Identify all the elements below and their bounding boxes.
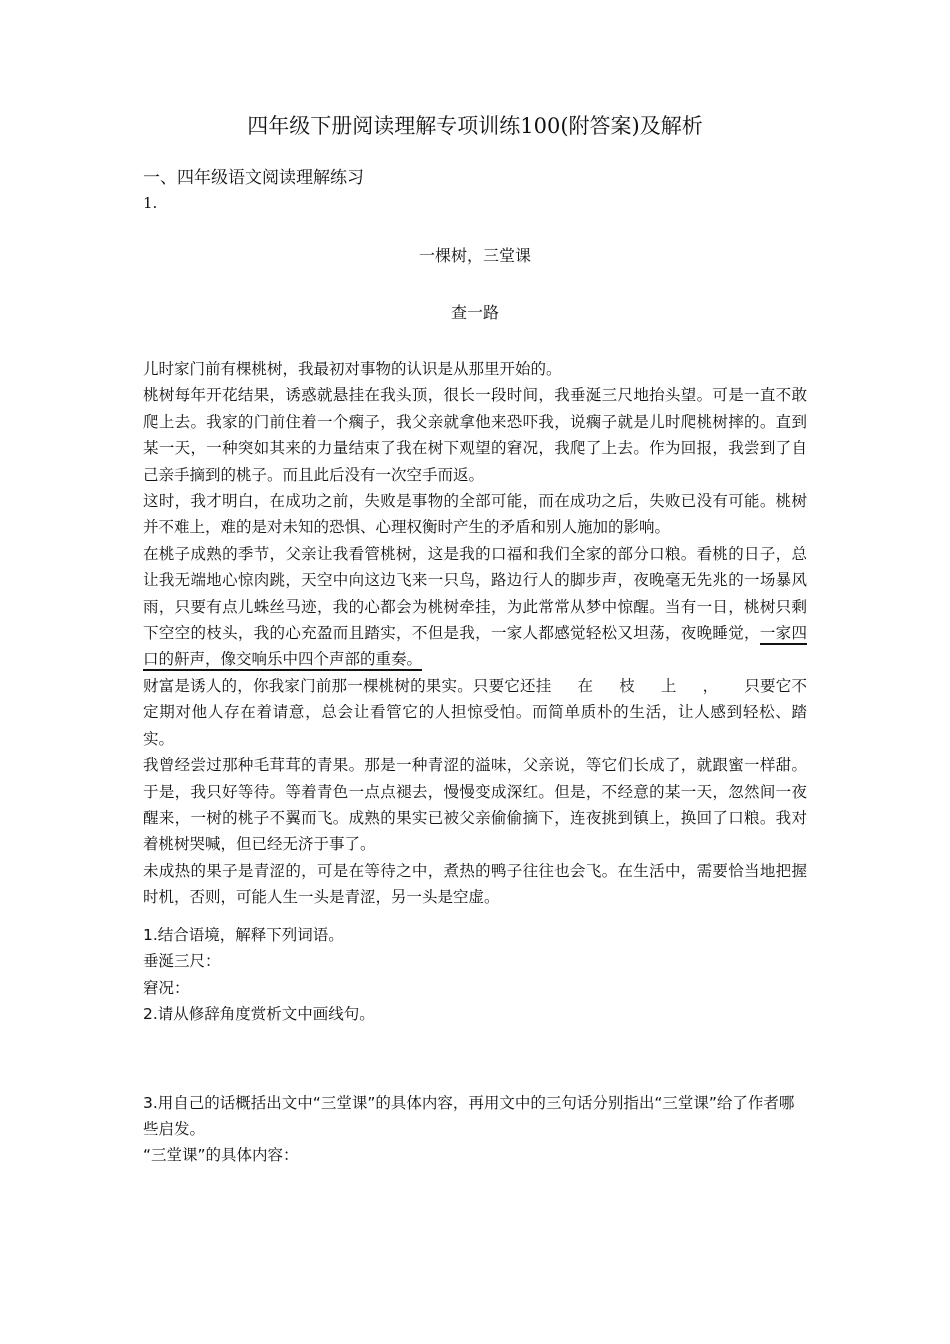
paragraph-5-end: 只要它不定期对他人存在着请意，总会让看管它的人担惊受怕。而简单质朴的生活，让人感到轻松、踏实。 xyxy=(143,676,807,748)
paragraph-5 xyxy=(143,673,807,752)
questions-block xyxy=(143,922,807,1169)
paragraph-6: 我曾经尝过那种毛茸茸的青果。那是一种青涩的溢味，父亲说，等它们长成了，就跟蜜一样甜。于是，我只好等待。等着青色一点点褪去，慢慢变成深红。但是，不经意的某一天，忽然间一夜醒来，一树的桃子不翼而飞。成熟的果实已被父亲偷偷摘下，连夜挑到镇上，换回了口粮。我对着桃树哭喊，但已经无济于事了。 xyxy=(143,756,807,854)
article-title: 一棵树，三堂课 xyxy=(418,246,531,265)
paragraph-4 xyxy=(143,541,807,673)
underlined-sentence: 一家四口的鼾声，像交响乐中四个声部的重奏。 xyxy=(143,624,807,671)
article-author: 查一路 xyxy=(450,303,499,322)
paragraph-2: 桃树每年开花结果，诱惑就悬挂在我头顶，很长一段时间，我垂涎三尺地抬头望。可是一直不敢爬上去。我家的门前住着一个瘸子，我父亲就拿他来恐吓我，说瘸子就是儿时爬桃树摔的。直到某一天，一种突如其来的力量结束了我在树下观望的窘况，我爬了上去。作为回报，我尝到了自己亲手摘到的桃子。而且此后没有一次空手而返。 xyxy=(143,386,807,484)
question-1: 1.结合语境，解释下列词语。 xyxy=(143,926,344,944)
section-heading: 一、四年级语文阅读理解练习 xyxy=(143,168,364,188)
question-1-term-a: 垂涎三尺： xyxy=(143,952,221,971)
question-3: 3.用自己的话概括出文中“三堂课”的具体内容，再用文中的三句话分别指出“三堂课”给了作者哪些启发。 xyxy=(143,1093,795,1139)
question-3-part-a: “三堂课”的具体内容： xyxy=(143,1146,299,1165)
question-number: 1. xyxy=(143,194,158,212)
paragraph-3: 这时，我才明白，在成功之前，失败是事物的全部可能，而在成功之后，失败已没有可能。桃树并不难上，难的是对未知的恐惧、心理权衡时产生的矛盾和别人施加的影响。 xyxy=(143,492,807,537)
question-2: 2.请从修辞角度赏析文中画线句。 xyxy=(143,1005,375,1024)
paragraph-1: 儿时家门前有棵桃树，我最初对事物的认识是从那里开始的。 xyxy=(143,360,562,378)
paragraph-7: 未成热的果子是青涩的，可是在等待之中，煮热的鸭子往往也会飞。在生活中，需要恰当地把握时机，否则，可能人生一头是青涩，另一头是空虚。 xyxy=(143,861,807,907)
document-title: 四年级下册阅读理解专项训练100(附答案)及解析 xyxy=(247,114,703,138)
article-body xyxy=(143,356,807,911)
answer-space xyxy=(143,1028,807,1090)
paragraph-5-spaced: 挂在枝上， xyxy=(535,676,745,695)
question-1-term-b: 窘况： xyxy=(143,978,190,997)
paragraph-4-text: 在桃子成熟的季节，父亲让我看管桃树，这是我的口福和我们全家的部分口粮。看桃的日子，总让我无端地心惊肉跳，天空中向这边飞来一只鸟，路边行人的脚步声，夜晚毫无先兆的一场暴风雨，只要有点儿蛛丝马迹，我的心都会为桃树牵挂，为此常常从梦中惊醒。当有一日，桃树只剩下空空的枝头，我的心充盈而且踏实，不但是我，一家人都感觉轻松又坦荡，夜晚睡觉， xyxy=(143,544,807,643)
paragraph-5-start: 财富是诱人的，你我家门前那一棵桃树的果实。只要它还 xyxy=(143,676,536,695)
